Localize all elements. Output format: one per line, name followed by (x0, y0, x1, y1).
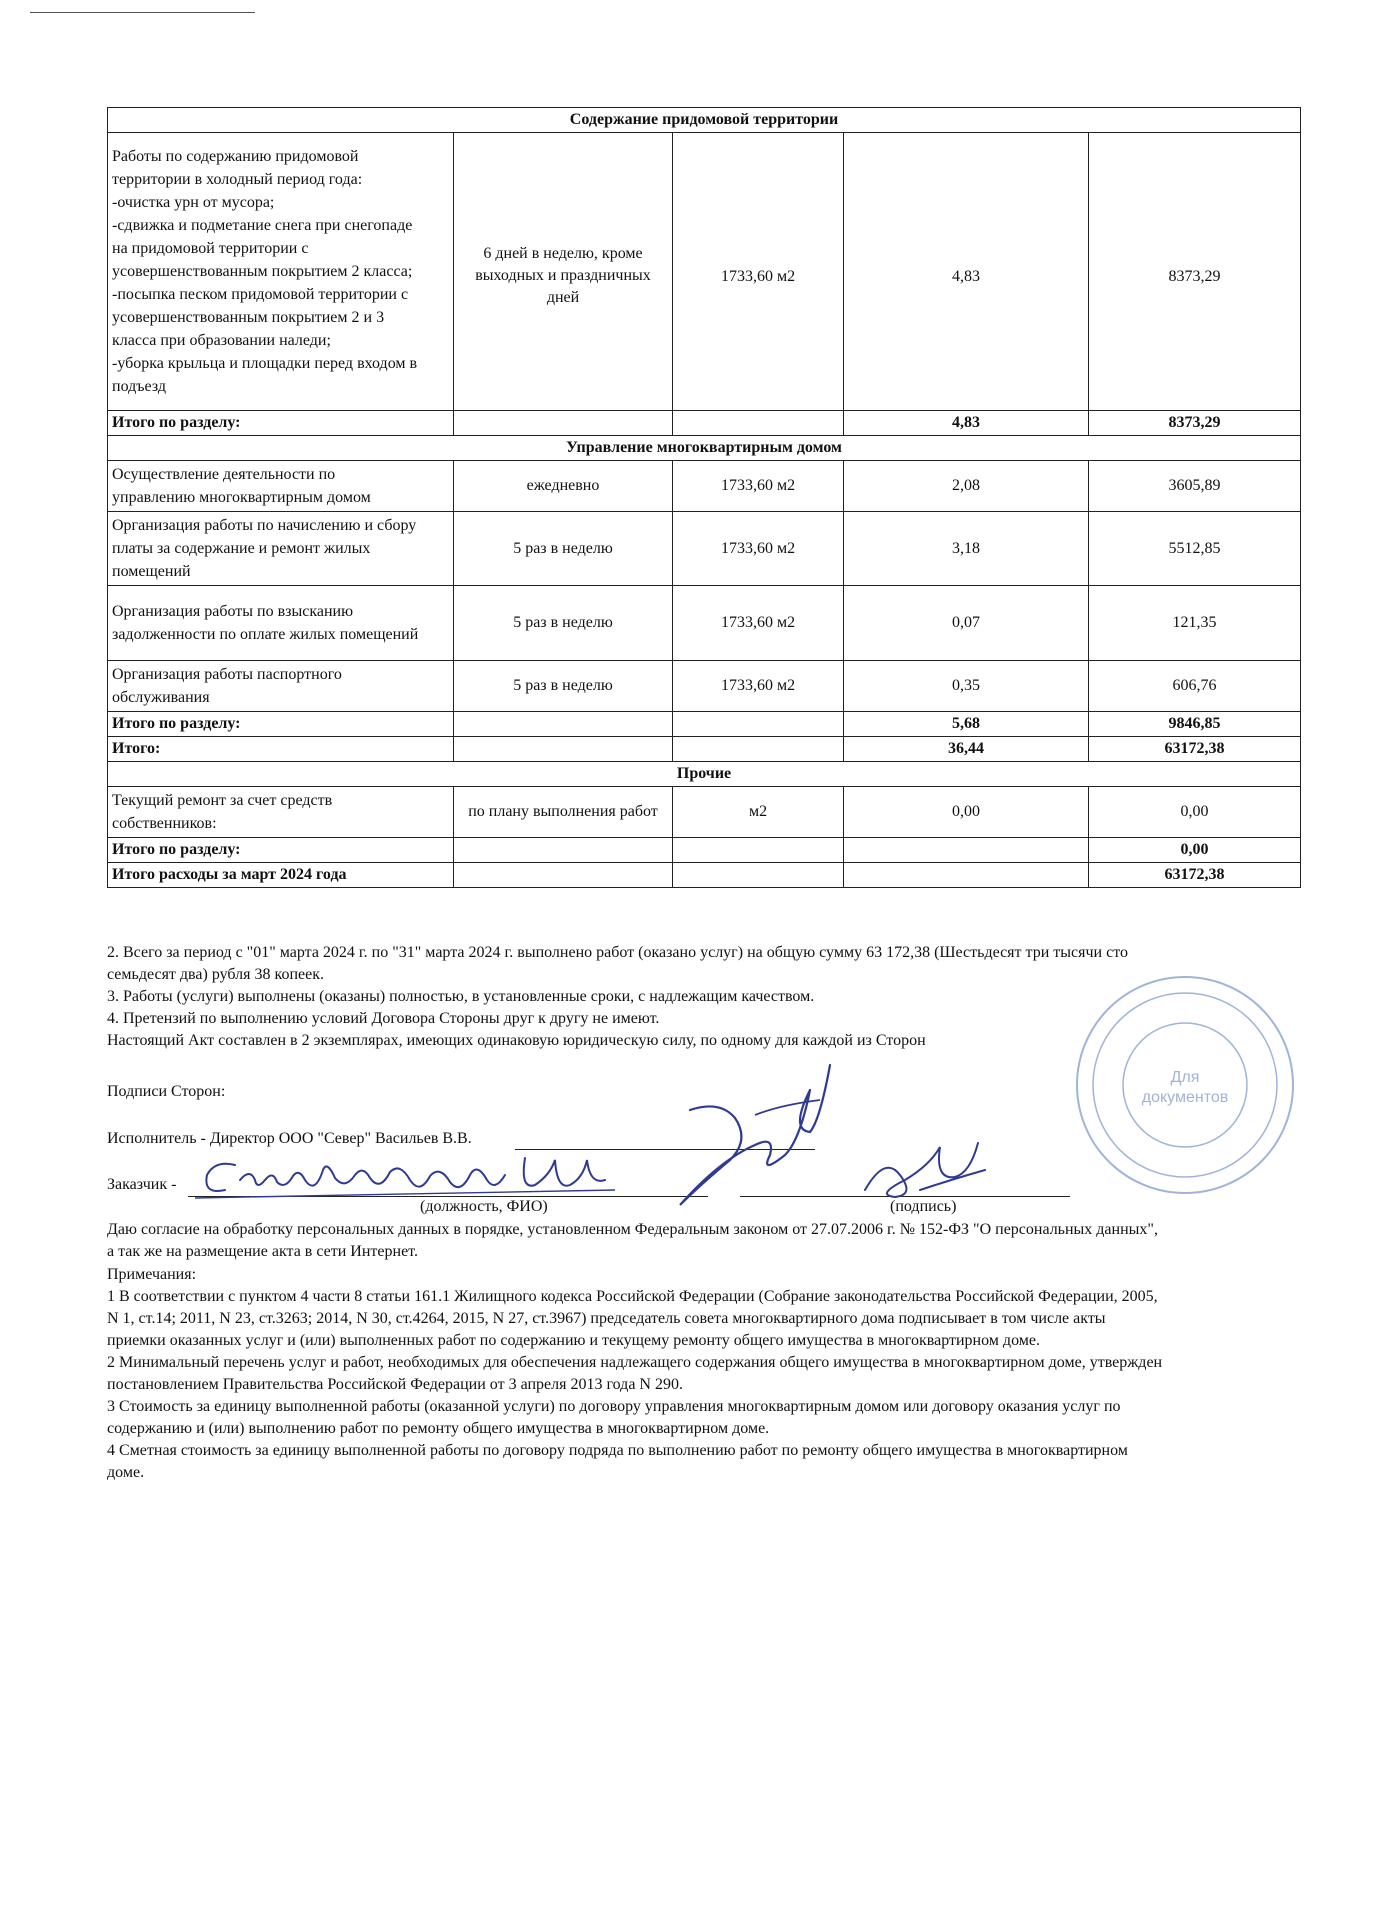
top-rule (30, 12, 255, 13)
paragraph-total: 2. Всего за период с "01" марта 2024 г. по "31" марта 2024 г. выполнено работ (оказано услуг) на общую сумму 63 172,38 (Шестьдесят три тысячи сто семьдесят два) рубля 38 копеек. (107, 944, 1128, 983)
row-cost: 8373,29 (1089, 133, 1301, 411)
customer-name-signature-image (195, 1150, 635, 1205)
row-description: Организация работы по взысканию задолженности по оплате жилых помещений (108, 586, 454, 661)
row-area: 1733,60 м2 (673, 586, 844, 661)
row-cost: 5512,85 (1089, 512, 1301, 586)
table-row (108, 787, 1301, 838)
row-cost: 3605,89 (1089, 461, 1301, 512)
total-rate: 36,44 (844, 737, 1089, 762)
row-frequency: 5 раз в неделю (454, 586, 673, 661)
section-total-row (108, 411, 1301, 436)
total-rate: 5,68 (844, 712, 1089, 737)
total-label: Итого расходы за март 2024 года (108, 863, 454, 888)
position-caption: (должность, ФИО) (420, 1198, 548, 1215)
table-row (108, 133, 1301, 411)
table-row (108, 461, 1301, 512)
row-frequency: по плану выполнения работ (454, 787, 673, 838)
stamp-text: Для (1170, 1069, 1200, 1086)
month-total-row (108, 863, 1301, 888)
note-4: 4 Сметная стоимость за единицу выполненной работы по договору подряда по выполнению работ по ремонту общего имущества в многоквартирном доме. (107, 1442, 1128, 1481)
row-area: м2 (673, 787, 844, 838)
consent-text: Даю согласие на обработку персональных данных в порядке, установленном Федеральным законом от 27.07.2006 г. № 152-ФЗ "О персональных данных", а так же на размещение акта в сети Интернет. (107, 1221, 1158, 1260)
note-3: 3 Стоимость за единицу выполненной работы (оказанной услуги) по договору управления многоквартирным домом или договору оказания услуг по содержанию и (или) выполнению работ по ремонту общего имущества в многоквартирном доме. (107, 1398, 1121, 1437)
row-frequency: ежедневно (454, 461, 673, 512)
table-row (108, 512, 1301, 586)
total-label: Итого по разделу: (108, 838, 454, 863)
row-description: Организация работы по начислению и сбору платы за содержание и ремонт жилых помещений (108, 512, 454, 586)
table-row (108, 586, 1301, 661)
section-header-row (108, 436, 1301, 461)
customer-signature-image (860, 1135, 990, 1205)
row-description: Текущий ремонт за счет средств собственников: (108, 787, 454, 838)
note-2: 2 Минимальный перечень услуг и работ, необходимых для обеспечения надлежащего содержания общего имущества в многоквартирном доме, утвержден постановлением Правительства Российской Федерации от 3 апреля 2013 года N 290. (107, 1354, 1163, 1393)
section-header-row (108, 108, 1301, 133)
paragraph-copies: Настоящий Акт составлен в 2 экземплярах, имеющих одинаковую юридическую силу, по одному для каждой из Сторон (107, 1032, 926, 1049)
total-rate: 4,83 (844, 411, 1089, 436)
paragraph-claims: 4. Претензий по выполнению условий Договора Стороны друг к другу не имеют. (107, 1010, 660, 1027)
row-area: 1733,60 м2 (673, 661, 844, 712)
total-label: Итого по разделу: (108, 712, 454, 737)
table-row (108, 661, 1301, 712)
row-frequency: 5 раз в неделю (454, 512, 673, 586)
notes-block (107, 1264, 1307, 1484)
section-title-territory: Содержание придомовой территории (108, 108, 1301, 133)
row-rate: 0,07 (844, 586, 1089, 661)
signatures-heading: Подписи Сторон: (107, 1083, 226, 1100)
section-total-row (108, 712, 1301, 737)
row-cost: 121,35 (1089, 586, 1301, 661)
note-1: 1 В соответствии с пунктом 4 части 8 статьи 161.1 Жилищного кодекса Российской Федерации (Собрание законодательства Российской Федерации, 2005, N 1, ст.14; 2011, N 23, ст.3263; 2014, N 30, ст.4264, 2015, N 27, ст.3967) председатель совета многоквартирного дома подписывает в том числе акты приемки оказанных услуг и (или) выполненных работ по содержанию и текущему ремонту общего имущества в многоквартирном доме. (107, 1288, 1158, 1349)
section-title-management: Управление многоквартирным домом (108, 436, 1301, 461)
row-area: 1733,60 м2 (673, 133, 844, 411)
row-area: 1733,60 м2 (673, 461, 844, 512)
total-cost: 8373,29 (1089, 411, 1301, 436)
row-description: Осуществление деятельности по управлению многоквартирным домом (108, 461, 454, 512)
total-cost: 9846,85 (1089, 712, 1301, 737)
stamp-text: документов (1141, 1089, 1229, 1106)
row-frequency: 5 раз в неделю (454, 661, 673, 712)
section-total-row (108, 838, 1301, 863)
total-cost: 0,00 (1089, 838, 1301, 863)
paragraph-quality: 3. Работы (услуги) выполнены (оказаны) полностью, в установленные сроки, с надлежащим качеством. (107, 988, 815, 1005)
row-rate: 0,00 (844, 787, 1089, 838)
executor-signature-image (660, 1060, 840, 1210)
section-header-row (108, 762, 1301, 787)
consent-block (107, 1219, 1307, 1263)
row-description: Организация работы паспортного обслуживания (108, 661, 454, 712)
expenses-table (107, 107, 1301, 888)
row-description: Работы по содержанию придомовой территории в холодный период года: -очистка урн от мусора; -сдвижка и подметание снега при снегопаде на придомовой территории с усовершенствованным покрытием 2 класса; -посыпка песком придомовой территории с усовершенствованным покрытием 2 и 3 класса при образовании наледи; -уборка крыльца и площадки перед входом в подъезд (108, 133, 454, 411)
row-rate: 3,18 (844, 512, 1089, 586)
row-cost: 606,76 (1089, 661, 1301, 712)
organization-stamp (1070, 970, 1300, 1200)
executor-line: Исполнитель - Директор ООО "Север" Васильев В.В. (107, 1130, 472, 1147)
total-label: Итого по разделу: (108, 411, 454, 436)
row-rate: 2,08 (844, 461, 1089, 512)
row-rate: 4,83 (844, 133, 1089, 411)
row-frequency: 6 дней в неделю, кроме выходных и праздничных дней (454, 133, 673, 411)
row-rate: 0,35 (844, 661, 1089, 712)
total-cost: 63172,38 (1089, 863, 1301, 888)
notes-heading: Примечания: (107, 1266, 197, 1283)
customer-label: Заказчик - (107, 1176, 177, 1193)
section-title-other: Прочие (108, 762, 1301, 787)
row-cost: 0,00 (1089, 787, 1301, 838)
total-cost: 63172,38 (1089, 737, 1301, 762)
grand-total-row (108, 737, 1301, 762)
row-area: 1733,60 м2 (673, 512, 844, 586)
total-label: Итого: (108, 737, 454, 762)
signature-caption: (подпись) (890, 1198, 957, 1215)
